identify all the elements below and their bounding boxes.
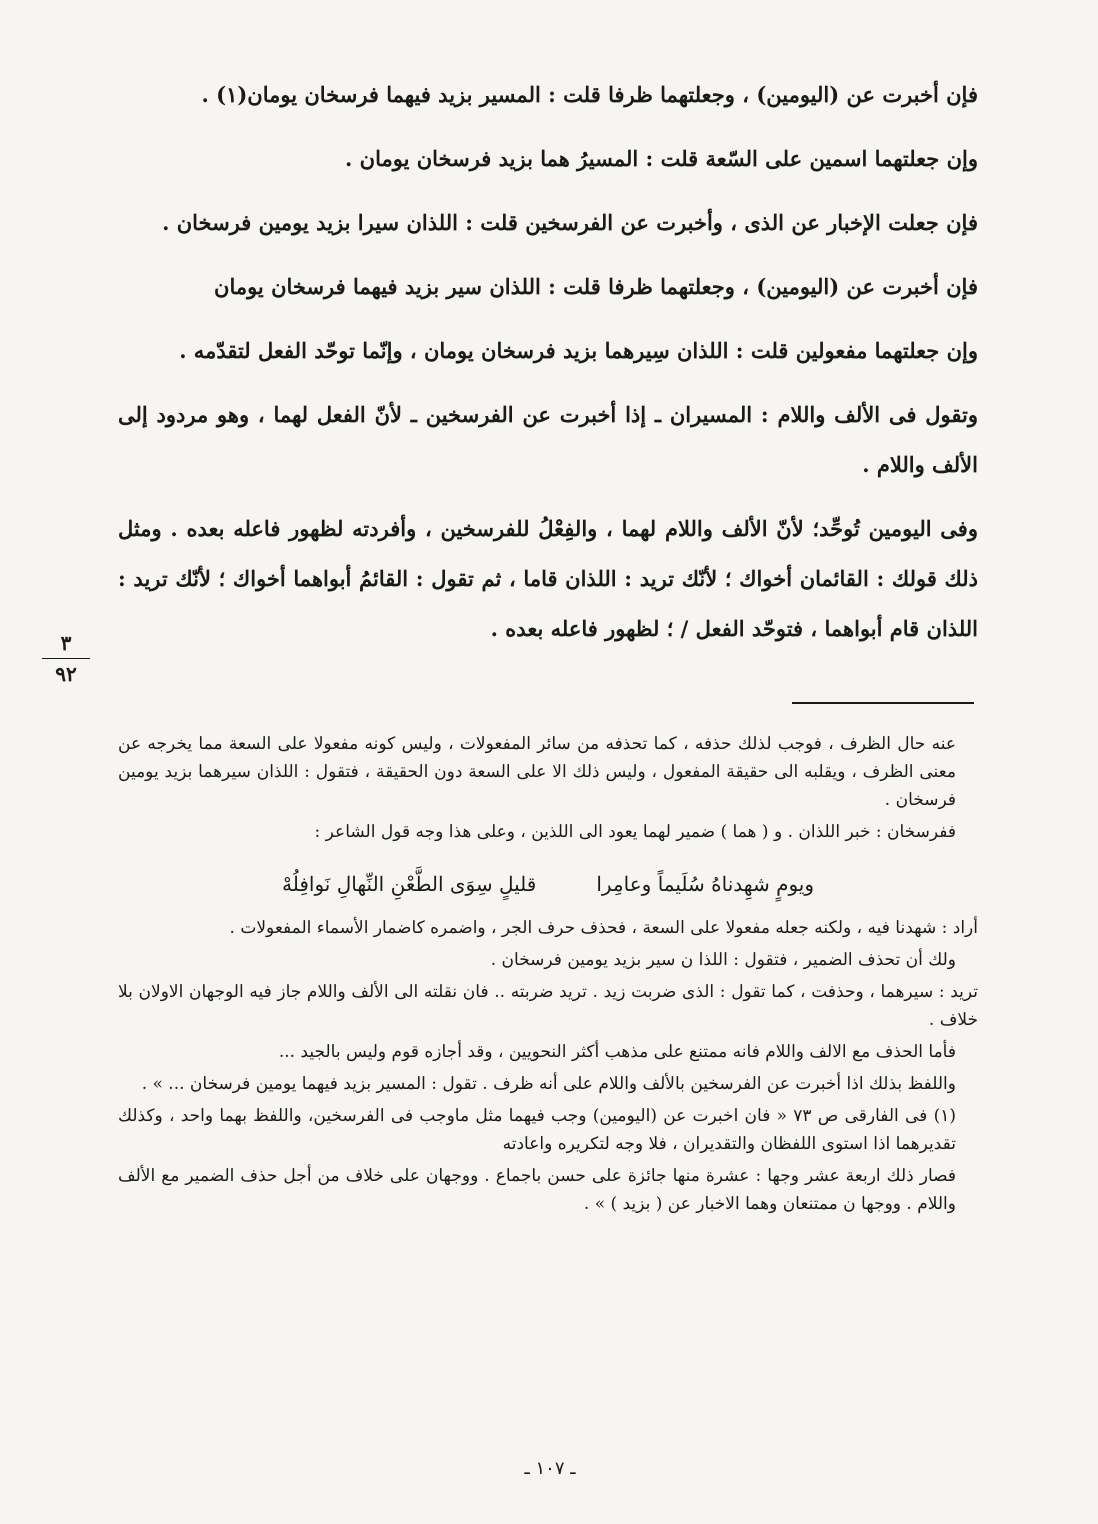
main-paragraph-6: وتقول فى الألف واللام : المسيران ـ إذا أخبرت عن الفرسخين ـ لأنّ الفعل لهما ، وهو مردود إلى الألف واللام . [118, 402, 978, 477]
footnote-paragraph-9: فصار ذلك اربعة عشر وجها : عشرة منها جائزة على حسن باجماع . ووجهان على خلاف من أجل حذف الضمير مع الألف واللام . ووجها ن ممتنعان وهما الاخبار عن ( بزيد ) » . [118, 1166, 956, 1214]
poetry-verse [118, 864, 978, 904]
main-text [118, 70, 978, 668]
footnote-paragraph-7: واللفظ بذلك اذا أخبرت عن الفرسخين بالألف واللام على أنه ظرف . تقول : المسير بزيد فيهما يومين فرسخان ... » . [141, 1074, 956, 1094]
footnotes [118, 730, 978, 1222]
main-paragraph-3: فإن جعلت الإخبار عن الذى ، وأخبرت عن الفرسخين قلت : اللذان سيرا بزيد يومين فرسخان . [162, 210, 978, 235]
footnote-paragraph-8: (١) فى الفارقى ص ٧٣ « فان اخبرت عن (اليومين) وجب فيهما مثل ماوجب فى الفرسخين، واللفظ بهما واحد ، وكذلك تقديرهما اذا استوى اللفظان والتقديران ، فلا وجه لتكريره واعادته [118, 1106, 956, 1154]
main-paragraph-2: وإن جعلتهما اسمين على السّعة قلت : المسيرُ هما بزيد فرسخان يومان . [345, 146, 978, 171]
footnote-paragraph-5: تريد : سيرهما ، وحذفت ، كما تقول : الذى ضربت زيد . تريد ضربته .. فان نقلته الى الألف واللام جاز فيه الوجهان الاولان بلا خلاف . [118, 982, 978, 1030]
main-paragraph-1: فإن أخبرت عن (اليومين) ، وجعلتهما ظرفا قلت : المسير بزيد فيهما فرسخان يومان(١) . [201, 82, 978, 107]
footnote-paragraph-6: فأما الحذف مع الالف واللام فانه ممتنع على مذهب أكثر النحويين ، وقد أجازه قوم وليس بالجيد ... [278, 1042, 956, 1062]
margin-reference-rule [42, 658, 90, 659]
footnote-paragraph-4: ولك أن تحذف الضمير ، فتقول : اللذا ن سير بزيد يومين فرسخان . [490, 950, 956, 970]
footnote-divider [792, 702, 974, 704]
main-paragraph-5: وإن جعلتهما مفعولين قلت : اللذان سِيرهما بزيد فرسخان يومان ، وإنّما توحّد الفعل لتقدّمه . [179, 338, 978, 363]
main-paragraph-7: وفى اليومين تُوحِّد؛ لأنّ الألف واللام لهما ، والفِعْلُ للفرسخين ، وأفردته لظهور فاعله بعده . ومثل ذلك قولك : القائمان أخواك ؛ لأنّك تريد : اللذان قاما ، ثم تقول : القائمُ أبواهما أخواك ؛ لأنّك تريد : اللذان قام أبواهما ، فتوحّد الفعل / ؛ لظهور فاعله بعده . [118, 516, 978, 641]
footnote-paragraph-2: ففرسخان : خبر اللذان . و ( هما ) ضمير لهما يعود الى اللذين ، وعلى هذا وجه قول الشاعر : [314, 822, 956, 842]
margin-reference-bottom: ٩٢ [55, 662, 77, 686]
footnote-paragraph-1: عنه حال الظرف ، فوجب لذلك حذفه ، كما تحذفه من سائر المفعولات ، وليس كونه مفعولا على السعة مما يخرجه عن معنى الظرف ، ويقلبه الى حقيقة المفعول ، وليس ذلك الا على السعة دون الحقيقة ، فتقول : اللذان سيرهما بزيد يومين فرسخان . [118, 734, 956, 810]
page-number: ـ ١٠٧ ـ [524, 1458, 576, 1479]
margin-page-reference [36, 630, 96, 687]
verse-second-hemistich: قليلٍ سِوَى الطَّعْنِ النِّهالِ نَوافِلُهْ [281, 872, 537, 896]
main-paragraph-4: فإن أخبرت عن (اليومين) ، وجعلتهما ظرفا قلت : اللذان سير بزيد فيهما فرسخان يومان [214, 274, 978, 299]
margin-reference-top: ٣ [60, 631, 72, 655]
footnote-paragraph-3: أراد : شهدنا فيه ، ولكنه جعله مفعولا على السعة ، فحذف حرف الجر ، واضمره كاضمار الأسماء المفعولات . [229, 918, 978, 938]
verse-first-hemistich: ويومٍ شهِدناهُ سُلَيماً وعامِرا [596, 872, 815, 896]
